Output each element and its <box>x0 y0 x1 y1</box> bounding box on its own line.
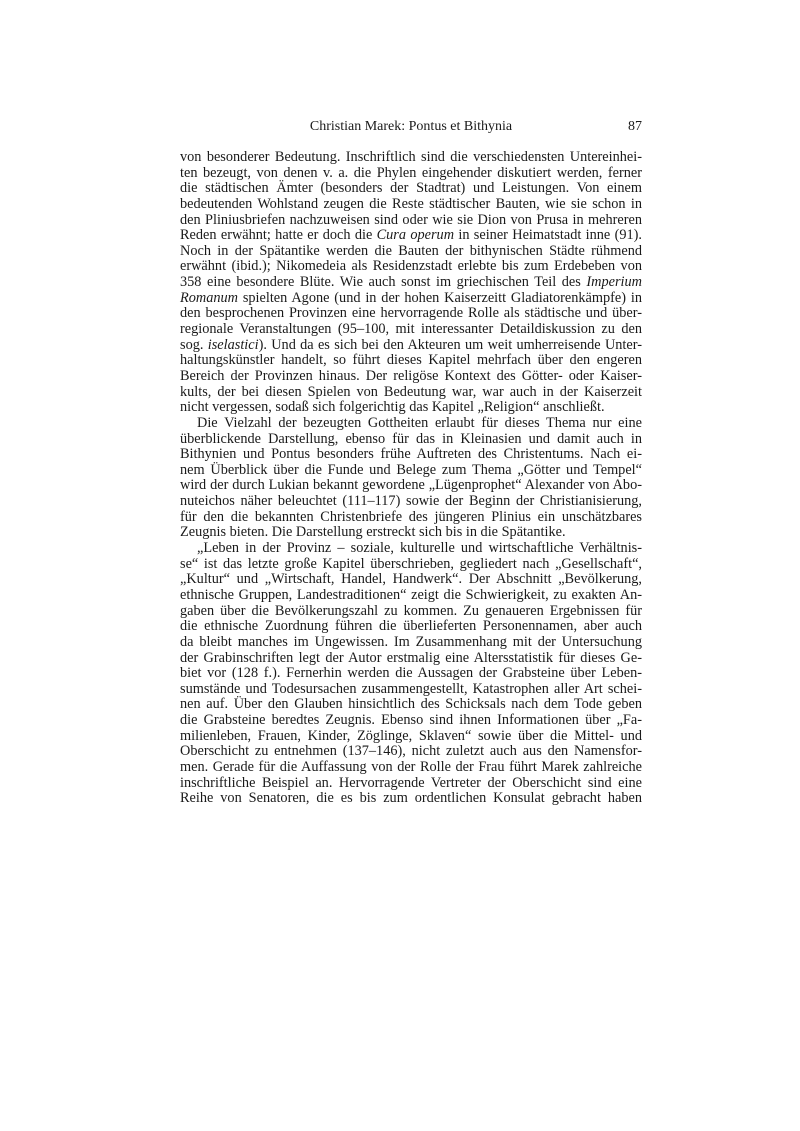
text-segment: haltungskünstler handelt, so führt dieses Kapitel mehrfach über den engeren <box>180 352 642 369</box>
running-title: Christian Marek: Pontus et Bithynia <box>309 119 513 134</box>
text-segment: nen auf. Über den Glauben hinsichtlich des Schicksals nach dem Tode geben <box>180 696 642 713</box>
text-line <box>180 776 642 792</box>
page-number: 87 <box>628 119 642 134</box>
text-line <box>180 306 642 322</box>
text-line <box>180 588 642 604</box>
text-segment: Bereich der Provinzen hinaus. Der religöse Kontext des Götter- oder Kaiser- <box>180 367 642 384</box>
text-line <box>180 635 642 651</box>
italic-text: iselastici <box>207 336 259 353</box>
text-segment: ten bezeugt, von denen v. a. die Phylen eingehender diskutiert werden, ferner <box>180 164 642 181</box>
text-line <box>180 150 642 166</box>
text-line <box>180 557 642 573</box>
text-segment: sog. <box>180 336 208 353</box>
text-segment: 358 eine besondere Blüte. Wie auch sonst im griechischen Teil des <box>180 274 587 291</box>
text-line <box>180 510 642 526</box>
text-line <box>180 181 642 197</box>
text-segment: men. Gerade für die Auffassung von der Rolle der Frau führt Marek zahlreiche <box>180 758 642 775</box>
text-line <box>180 604 642 620</box>
text-segment: überblickende Darstellung, ebenso für das in Kleinasien und damit auch in <box>180 430 642 447</box>
running-header <box>180 119 642 137</box>
text-line <box>180 619 642 635</box>
text-segment: „Leben in der Provinz – soziale, kulturelle und wirtschaftliche Verhältnis- <box>197 540 642 557</box>
text-segment: gaben über die Bevölkerungszahl zu kommen. Zu genaueren Ergebnissen für <box>180 602 642 619</box>
text-line <box>180 228 642 244</box>
text-line <box>180 400 642 416</box>
text-segment: Noch in der Spätantike werden die Bauten der bithynischen Städte rühmend <box>180 242 642 259</box>
text-line <box>180 572 642 588</box>
text-segment: regionale Veranstaltungen (95–100, mit interessanter Detaildiskussion zu den <box>180 321 642 338</box>
text-segment: ). Und da es sich bei den Akteuren um weit umherreisende Unter- <box>258 336 642 353</box>
text-segment: milienleben, Frauen, Kinder, Zöglinge, Sklaven“ sowie über die Mittel- und <box>180 727 642 744</box>
text-segment: se“ ist das letzte große Kapitel überschrieben, gegliedert nach „Gesellschaft“, <box>180 555 642 572</box>
text-line <box>180 447 642 463</box>
italic-text: Cura operum <box>376 227 455 244</box>
text-line <box>180 697 642 713</box>
text-line <box>180 416 642 432</box>
text-segment: Reihe von Senatoren, die es bis zum ordentlichen Konsulat gebracht haben <box>180 790 642 807</box>
text-segment: Bithynien und Pontus besonders frühe Auftreten des Christentums. Nach ei- <box>180 446 642 463</box>
text-segment: Oberschicht zu entnehmen (137–146), nicht zuletzt auch aus den Namensfor- <box>180 743 642 760</box>
text-line <box>180 525 642 541</box>
text-line <box>180 478 642 494</box>
text-segment: die Grabsteine beredtes Zeugnis. Ebenso sind ihnen Informationen über „Fa- <box>180 712 642 729</box>
text-line <box>180 463 642 479</box>
text-line <box>180 713 642 729</box>
body-text <box>180 150 642 807</box>
text-segment: da bleibt manches im Ungewissen. Im Zusammenhang mit der Untersuchung <box>180 633 642 650</box>
text-line <box>180 791 642 807</box>
text-line <box>180 541 642 557</box>
text-line <box>180 729 642 745</box>
text-segment: die ethnische Zuordnung führen die überlieferten Personennamen, aber auch <box>180 618 642 635</box>
text-line <box>180 275 642 291</box>
text-segment: bedeutenden Wohlstand zeugen die Reste städtischer Bauten, wie sie schon in <box>180 195 642 212</box>
text-line <box>180 259 642 275</box>
text-segment: inschriftliche Beispiel an. Hervorragende Vertreter der Oberschicht sind eine <box>180 774 642 791</box>
text-line <box>180 338 642 354</box>
text-line <box>180 353 642 369</box>
text-segment: ethnische Gruppen, Landestraditionen“ zeigt die Schwierigkeit, zu exakten An- <box>180 586 642 603</box>
text-segment: wird der durch Lukian bekannt gewordene „Lügenprophet“ Alexander von Abo- <box>180 477 642 494</box>
text-line <box>180 369 642 385</box>
italic-text: Imperium <box>586 274 642 291</box>
text-segment: nuteichos näher beleuchtet (111–117) sowie der Beginn der Christianisierung, <box>180 493 642 510</box>
text-line <box>180 213 642 229</box>
text-segment: Die Vielzahl der bezeugten Gottheiten erlaubt für dieses Thema nur eine <box>197 414 642 431</box>
text-segment: in seiner Heimatstadt inne (91). <box>454 227 642 244</box>
text-line <box>180 291 642 307</box>
text-segment: sumstände und Todesursachen zusammengestellt, Katastrophen aller Art schei- <box>180 680 642 697</box>
text-segment: biet vor (128 f.). Fernerhin werden die Aussagen der Grabsteine über Leben- <box>180 665 642 682</box>
text-line <box>180 651 642 667</box>
text-segment: für den die bekannten Christenbriefe des jüngeren Plinius ein unschätzbares <box>180 508 642 525</box>
text-segment: „Kultur“ und „Wirtschaft, Handel, Handwerk“. Der Abschnitt „Bevölkerung, <box>180 571 642 588</box>
text-line <box>180 432 642 448</box>
text-segment: die städtischen Ämter (besonders der Stadtrat) und Leistungen. Von einem <box>180 180 642 197</box>
text-line <box>180 744 642 760</box>
text-line <box>180 494 642 510</box>
text-line <box>180 166 642 182</box>
text-segment: Reden erwähnt; hatte er doch die <box>180 227 377 244</box>
text-segment: Zeugnis bieten. Die Darstellung erstreckt sich bis in die Spätantike. <box>180 524 566 541</box>
text-line <box>180 322 642 338</box>
text-segment: spielten Agone (und in der hohen Kaiserzeitt Gladiatorenkämpfe) in <box>237 289 642 306</box>
text-segment: erwähnt (ibid.); Nikomedeia als Residenzstadt erlebte bis zum Erdebeben von <box>180 258 642 275</box>
italic-text: Romanum <box>180 289 238 306</box>
text-line <box>180 760 642 776</box>
text-line <box>180 244 642 260</box>
text-segment: von besonderer Bedeutung. Inschriftlich sind die verschiedensten Untereinhei- <box>180 149 642 165</box>
text-segment: nicht vergessen, sodaß sich folgerichtig das Kapitel „Religion“ anschließt. <box>180 399 605 416</box>
text-segment: kults, der bei diesen Spielen von Bedeutung war, war auch in der Kaiserzeit <box>180 383 642 400</box>
text-line <box>180 197 642 213</box>
text-segment: der Grabinschriften legt der Autor erstmalig eine Altersstatistik für dieses Ge- <box>180 649 642 666</box>
text-line <box>180 385 642 401</box>
text-segment: den Pliniusbriefen nachzuweisen sind oder wie sie Dion von Prusa in mehreren <box>180 211 642 228</box>
text-segment: nem Überblick über die Funde und Belege zum Thema „Götter und Tempel“ <box>180 461 642 478</box>
text-segment: den besprochenen Provinzen eine hervorragende Rolle als städtische und über- <box>180 305 642 322</box>
text-line <box>180 666 642 682</box>
